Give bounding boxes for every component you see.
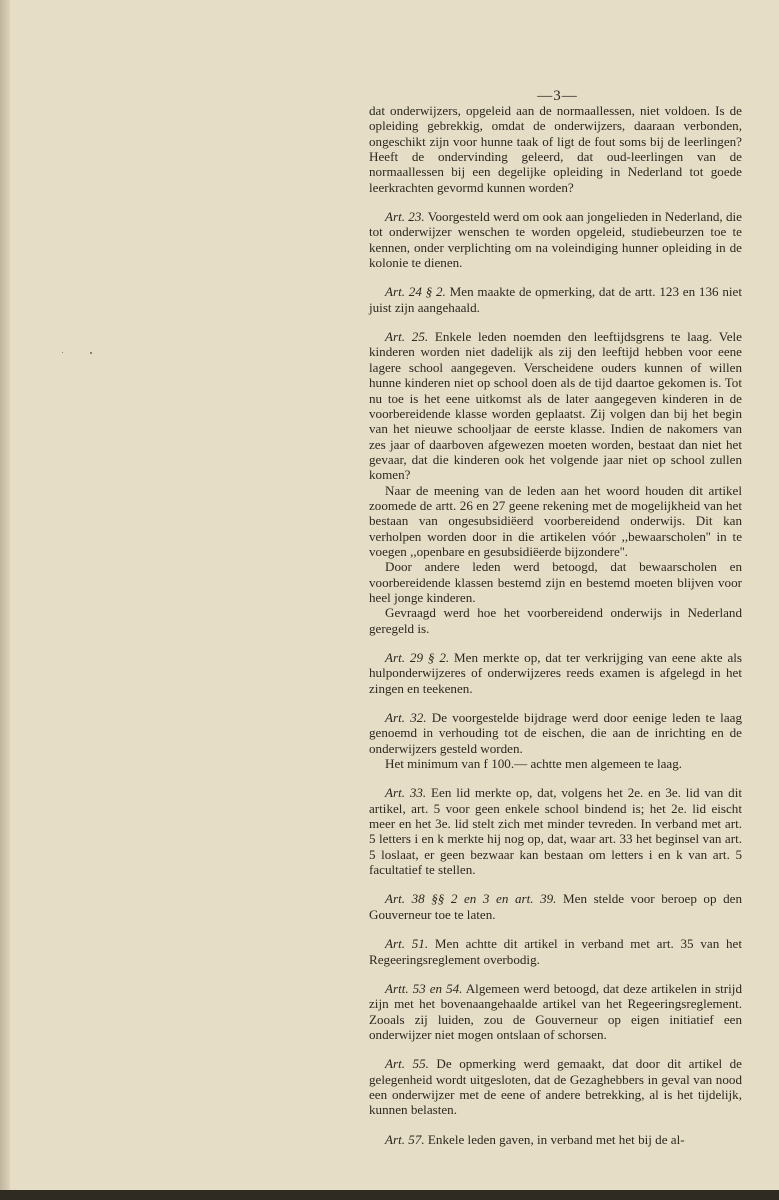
article-paragraph: Art. 57. Enkele leden gaven, in verband met het bij de al- xyxy=(385,1131,685,1147)
article-label: Art. 33. xyxy=(385,785,427,801)
page-edge xyxy=(0,0,10,1200)
paragraph: Het minimum van f 100.— achtte men algemeen te laag. xyxy=(385,756,683,772)
page-number: —3— xyxy=(537,88,578,104)
article-label: Art. 25. xyxy=(385,329,429,345)
article-paragraph: Art. 24 § 2. Men maakte de opmerking, dat de artt. 123 en 136 niet juist zijn aangehaald. xyxy=(369,284,742,315)
paragraph: dat onderwijzers, opgeleid aan de normaallessen, niet voldoen. Is de opleiding gebrekkig, omdat de onderwijzers, daaraan verbonden, ongeschikt zijn voor hunne taak of ligt de fout soms bij de leerlingen? Heeft de ondervinding geleerd, dat oud-leerlingen van de normaallessen bij een degelijke opleiding in Nederland tot goede leerkrachten gevormd kunnen worden? xyxy=(369,103,742,195)
article-label: Art. 32. xyxy=(385,710,427,726)
article-label: Art. 23. xyxy=(385,209,425,225)
article-paragraph: Art. 23. Voorgesteld werd om ook aan jongelieden in Nederland, die tot onderwijzer wenschen te worden opgeleid, studiebeurzen toe te kennen, onder verplichting om na voleindiging hunner opleiding in de kolonie te dienen. xyxy=(369,209,742,271)
article-paragraph: Art. 32. De voorgestelde bijdrage werd door eenige leden te laag genoemd in verhouding tot de eischen, die aan de inrichting en de onderwijzers gesteld worden. xyxy=(369,710,742,756)
article-label: Art. 55. xyxy=(385,1056,429,1072)
article-label: Art. 38 §§ 2 en 3 en art. 39. xyxy=(385,891,557,907)
paragraph: Naar de meening van de leden aan het woord houden dit artikel zoomede de artt. 26 en 27 geene rekening met de mogelijkheid van het bestaan van ongesubsidiëerd voorbereidend onderwijs. Dit kan verholpen worden door in die artikelen vóór ,,bewaarscholen'' in te voegen ,,openbare en gesubsidiëerde bijzondere''. xyxy=(369,482,742,559)
article-paragraph: Artt. 53 en 54. Algemeen werd betoogd, dat deze artikelen in strijd zijn met het bovenaangehaalde artikel van het Regeeringsreglement. Zooals zij luiden, zou de Gouverneur op eigen initiatief een onderwijzer niet mogen ontslaan of schorsen. xyxy=(369,980,742,1042)
article-paragraph: Art. 51. Men achtte dit artikel in verband met art. 35 van het Regeeringsreglement overbodig. xyxy=(369,936,742,967)
paper-speck xyxy=(62,352,63,353)
article-paragraph: Art. 33. Een lid merkte op, dat, volgens het 2e. en 3e. lid van dit artikel, art. 5 voor geen enkele school bindend is; het 2e. lid eischt meer en het 3e. lid stelt zich met minder tevreden. In verband met art. 5 letters i en k merkte hij nog op, dat, waar art. 33 het beginsel van art. 5 loslaat, er geen bezwaar kan bestaan om letters i en k van art. 5 facultatief te stellen. xyxy=(369,785,742,878)
article-paragraph: Art. 25. Enkele leden noemden den leeftijdsgrens te laag. Vele kinderen worden niet dadelijk als zij den leeftijd hebben voor eene lagere school aangegeven. Verscheidene ouders kunnen of willen hunne kinderen niet op school doen als de tijd daartoe gekomen is. Tot nu toe is het eene uitkomst als de later aangegeven kinderen in de voorbereidende klasse worden geplaatst. Zij volgen dan bij het begin van het nieuwe schooljaar de eerste klasse. Indien de nakomers van zes jaar of daarboven afgewezen moeten worden, bestaat dan niet het gevaar, dat die kinderen ook het volgende jaar niet op school zullen komen? xyxy=(369,329,742,483)
article-label: Art. 24 § 2. xyxy=(385,284,446,300)
text-column xyxy=(369,103,742,1147)
paper-speck xyxy=(90,352,92,354)
article-label: Art. 29 § 2. xyxy=(385,650,450,665)
article-label: Artt. 53 en 54. xyxy=(385,980,463,996)
article-paragraph: Art. 29 § 2. Men merkte op, dat ter verkrijging van eene akte als hulponderwijzeres of onderwijzeres reeds examen is afgelegd in het zingen en teekenen. xyxy=(369,650,742,696)
article-label: Art. 57. xyxy=(385,1131,425,1147)
scan-bottom-edge xyxy=(0,1190,779,1200)
paragraph: Gevraagd werd hoe het voorbereidend onderwijs in Nederland geregeld is. xyxy=(369,605,742,636)
article-label: Art. 51. xyxy=(385,936,429,952)
article-paragraph: Art. 55. De opmerking werd gemaakt, dat door dit artikel de gelegenheid wordt uitgesloten, dat de Gezaghebbers in geval van nood een onderwijzer met de eene of andere betrekking, al is het tijdelijk, kunnen belasten. xyxy=(369,1056,742,1118)
article-paragraph: Art. 38 §§ 2 en 3 en art. 39. Men stelde voor beroep op den Gouverneur toe te laten. xyxy=(369,891,742,922)
paragraph: Door andere leden werd betoogd, dat bewaarscholen en voorbereidende klassen bestemd zijn en bestemd moeten blijven voor heel jonge kinderen. xyxy=(369,559,742,605)
